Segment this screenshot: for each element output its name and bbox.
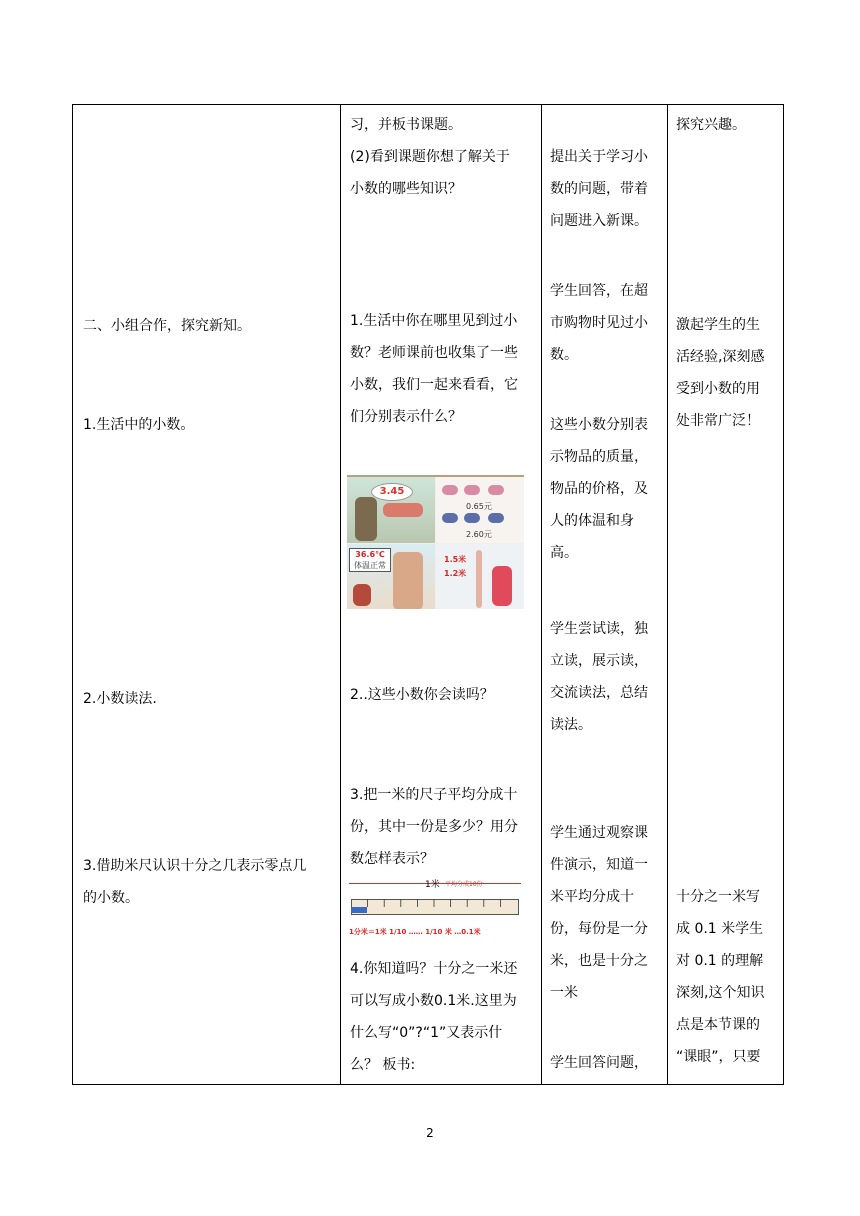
text-line: “课眼”，只要 [676, 1049, 761, 1065]
section-heading: 二、小组合作，探究新知。 [83, 318, 251, 334]
stage-item-3-line2: 的小数。 [83, 890, 139, 906]
height-label: 1.5米 [444, 555, 467, 564]
text-line: 米，也是十分之 [550, 953, 648, 969]
ruler-ticks [351, 899, 517, 907]
text-line: 2..这些小数你会读吗？ [350, 687, 494, 703]
text-line: 数？老师课前也收集了一些 [350, 345, 518, 361]
text-line: 活经验,深刻感 [676, 349, 765, 365]
text-line: 激起学生的生 [676, 317, 760, 333]
text-line: 么？ 板书: [350, 1057, 416, 1073]
text-line: 读法。 [550, 717, 592, 733]
text-line: 物品的价格，及 [550, 481, 648, 497]
price-tag: 0.65元 [466, 502, 492, 511]
text-line: 小数，我们一起来看看，它 [350, 377, 518, 393]
meter-label: 1米 [425, 880, 440, 890]
text-line: 高。 [550, 545, 578, 561]
text-line: 成 0.1 米学生 [676, 921, 764, 937]
text-line: 问题进入新课。 [550, 213, 648, 229]
text-line: 学生尝试读，独 [550, 621, 648, 637]
shopping-scene [347, 477, 435, 543]
meter-ruler-illustration [347, 877, 523, 945]
text-line: 交流读法，总结 [550, 685, 648, 701]
text-line: 处非常广泛！ [676, 413, 760, 429]
text-line: 示物品的质量， [550, 449, 648, 465]
text-line: 4.你知道吗？十分之一米还 [350, 961, 518, 977]
text-line: 份，其中一份是多少？用分 [350, 819, 518, 835]
price-tag: 2.60元 [466, 530, 492, 539]
stage-item-1: 1.生活中的小数。 [83, 417, 195, 433]
text-line: 提出关于学习小 [550, 149, 648, 165]
text-line: 学生回答，在超 [550, 283, 648, 299]
stage-column [73, 105, 341, 1085]
height-label: 1.2米 [444, 569, 467, 578]
teacher-activity-column [341, 105, 542, 1085]
one-decimeter-segment [351, 907, 367, 913]
design-intent-column [668, 105, 784, 1085]
text-line: 米平均分成十 [550, 889, 634, 905]
stage-item-3-line1: 3.借助米尺认识十分之几表示零点几 [83, 858, 307, 874]
thermometer-reading [349, 548, 391, 572]
temperature-value: 36.6℃ [355, 550, 385, 559]
text-line: 1.生活中你在哪里见到过小 [350, 313, 518, 329]
text-line: 受到小数的用 [676, 381, 760, 397]
text-line: 十分之一米写 [676, 889, 760, 905]
text-line: 们分别表示什么？ [350, 409, 462, 425]
temperature-label: 体温正常 [354, 561, 386, 570]
text-line: 一米 [550, 985, 578, 1001]
text-line: 点是本节课的 [676, 1017, 760, 1033]
text-line: 探究兴趣。 [676, 117, 746, 133]
text-line: 数的问题，带着 [550, 181, 648, 197]
text-line: 这些小数分别表 [550, 417, 648, 433]
text-line: 学生回答问题， [550, 1055, 648, 1071]
life-decimals-illustration [347, 475, 524, 609]
text-line: 数。 [550, 347, 578, 363]
student-activity-column [542, 105, 668, 1085]
text-line: 立读，展示读， [550, 653, 648, 669]
text-line: (2)看到课题你想了解关于 [350, 149, 510, 165]
ruler-caption: 平均分成10份 [445, 881, 483, 888]
page-number: 2 [426, 1126, 434, 1140]
text-line: 小数的哪些知识？ [350, 181, 462, 197]
text-line: 件演示，知道一 [550, 857, 648, 873]
text-line: 对 0.1 的理解 [676, 953, 764, 969]
lesson-plan-table [72, 104, 784, 1085]
text-line: 可以写成小数0.1米.这里为 [350, 993, 517, 1009]
temperature-scene [347, 544, 435, 609]
stage-item-2: 2.小数读法. [83, 691, 157, 707]
text-line: 份，每份是一分 [550, 921, 648, 937]
text-line: 数怎样表示？ [350, 851, 434, 867]
text-line: 人的体温和身 [550, 513, 634, 529]
price-bubble: 3.45 [371, 483, 413, 501]
text-line: 学生通过观察课 [550, 825, 648, 841]
ruler-labels: 1分米＝1米 1/10 …… 1/10 米 …0.1米 [349, 928, 481, 936]
height-scene [436, 544, 524, 609]
text-line: 3.把一米的尺子平均分成十 [350, 787, 518, 803]
text-line: 习，并板书课题。 [350, 117, 462, 133]
text-line: 深刻,这个知识 [676, 985, 765, 1001]
goods-shelf-scene [436, 477, 524, 543]
text-line: 市购物时见过小 [550, 315, 648, 331]
text-line: 什么写“0”?“1”又表示什 [350, 1025, 503, 1041]
